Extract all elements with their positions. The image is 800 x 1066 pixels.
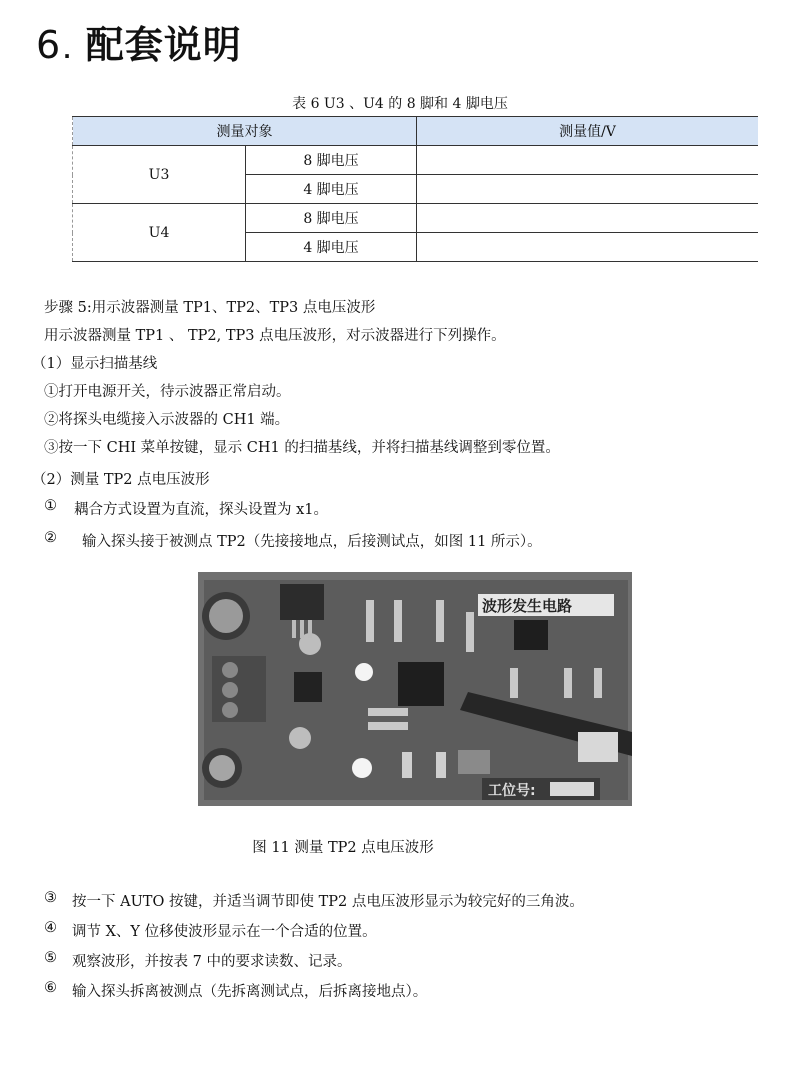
step-num: ⑥ bbox=[44, 980, 57, 996]
table-cell-item: 8 脚电压 bbox=[246, 146, 417, 175]
circuit-board-image bbox=[198, 572, 632, 806]
table-cell-value bbox=[417, 204, 759, 233]
sec2-item: 输入探头接于被测点 TP2（先接接地点，后接测试点，如图 11 所示）。 bbox=[82, 534, 542, 550]
board-station-label: 工位号: bbox=[488, 783, 536, 799]
step-text: 观察波形，并按表 7 中的要求读数、记录。 bbox=[72, 954, 352, 970]
voltage-table bbox=[72, 116, 758, 262]
section-heading bbox=[36, 14, 242, 69]
sec2-title: （2）测量 TP2 点电压波形 bbox=[32, 472, 210, 488]
step5-intro: 用示波器测量 TP1 、 TP2, TP3 点电压波形，对示波器进行下列操作。 bbox=[44, 328, 506, 344]
table-header-row bbox=[73, 117, 759, 146]
sec1-title: （1）显示扫描基线 bbox=[32, 356, 158, 372]
step5-title: 步骤 5:用示波器测量 TP1、TP2、TP3 点电压波形 bbox=[44, 300, 376, 316]
header-value: 测量值/V bbox=[417, 117, 759, 146]
step-text: 按一下 AUTO 按键，并适当调节即使 TP2 点电压波形显示为较完好的三角波。 bbox=[72, 894, 584, 910]
step-num: ③ bbox=[44, 890, 57, 906]
figure-caption: 图 11 测量 TP2 点电压波形 bbox=[252, 840, 434, 856]
sec2-item-num: ② bbox=[44, 530, 57, 546]
table-cell-value bbox=[417, 146, 759, 175]
header-object: 测量对象 bbox=[73, 117, 417, 146]
sec1-item: ②将探头电缆接入示波器的 CH1 端。 bbox=[44, 412, 290, 428]
section-dot: . bbox=[63, 39, 72, 63]
sec2-item-num: ① bbox=[44, 498, 57, 514]
section-number: 6 bbox=[36, 23, 62, 67]
table-cell-value bbox=[417, 233, 759, 262]
table-cell-item: 8 脚电压 bbox=[246, 204, 417, 233]
sec2-item: 耦合方式设置为直流，探头设置为 x1。 bbox=[74, 502, 329, 518]
table-caption: 表 6 U3 、U4 的 8 脚和 4 脚电压 bbox=[292, 96, 508, 112]
step-text: 输入探头拆离被测点（先拆离测试点，后拆离接地点）。 bbox=[72, 984, 428, 1000]
step-num: ⑤ bbox=[44, 950, 57, 966]
table-cell-item: 4 脚电压 bbox=[246, 233, 417, 262]
table-row bbox=[73, 204, 759, 233]
table-cell-group: U3 bbox=[73, 146, 246, 204]
circuit-board-photo bbox=[198, 572, 632, 806]
table-cell-value bbox=[417, 175, 759, 204]
table-cell-group: U4 bbox=[73, 204, 246, 262]
table-row bbox=[73, 146, 759, 175]
step-num: ④ bbox=[44, 920, 57, 936]
section-title: 配套说明 bbox=[85, 23, 242, 67]
step-text: 调节 X、Y 位移使波形显示在一个合适的位置。 bbox=[72, 924, 377, 940]
sec1-item: ③按一下 CHI 菜单按键，显示 CH1 的扫描基线，并将扫描基线调整到零位置。 bbox=[44, 440, 560, 456]
sec1-item: ①打开电源开关，待示波器正常启动。 bbox=[44, 384, 291, 400]
table-cell-item: 4 脚电压 bbox=[246, 175, 417, 204]
board-title: 波形发生电路 bbox=[482, 597, 573, 615]
